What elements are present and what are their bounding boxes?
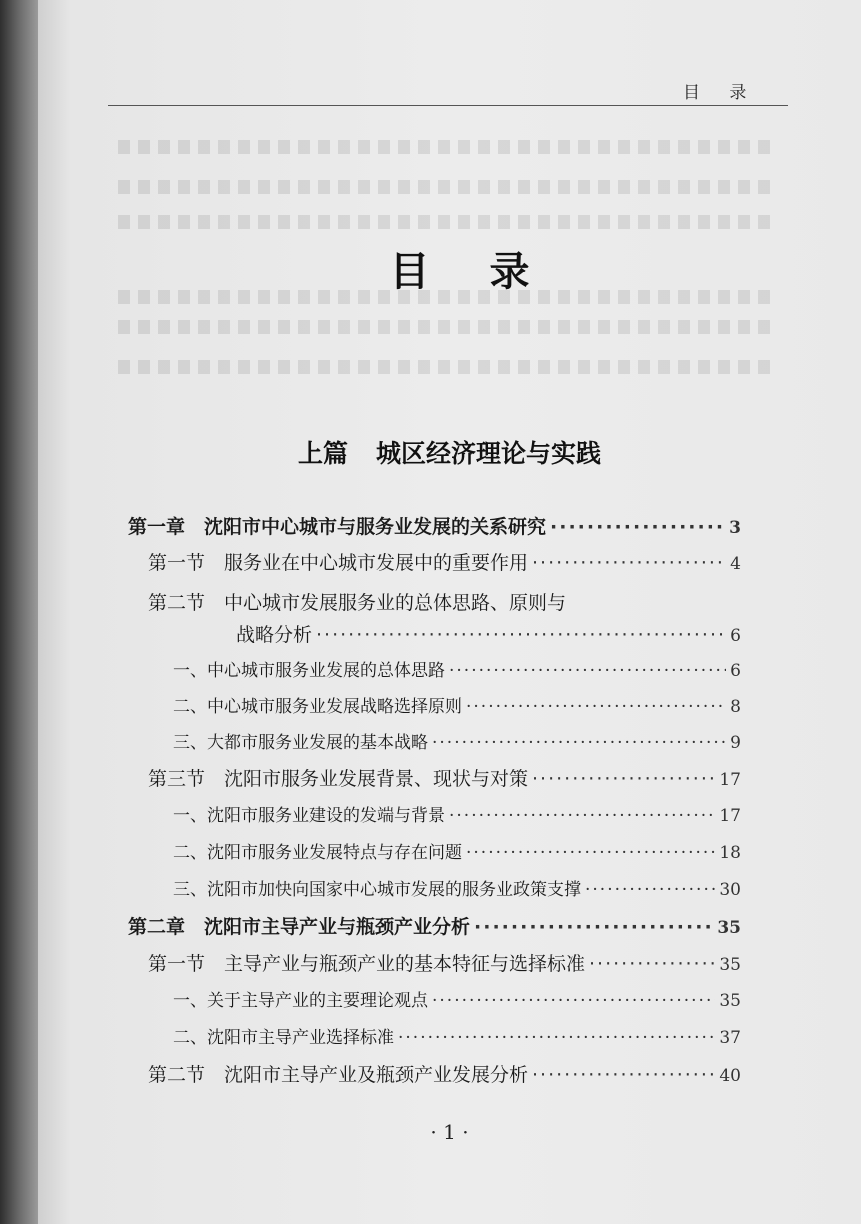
toc-entry-label: 第一节 主导产业与瓶颈产业的基本特征与选择标准 xyxy=(148,953,586,975)
toc-entry-label: 第二节 中心城市发展服务业的总体思路、原则与 xyxy=(148,592,567,614)
toc-entry[interactable] xyxy=(173,1023,741,1048)
toc-leader-dots xyxy=(449,806,715,826)
toc-leader-dots xyxy=(532,1064,715,1086)
toc-page-number: 40 xyxy=(719,1066,741,1086)
toc-page-number: 35 xyxy=(719,955,741,975)
toc-page-number: 3 xyxy=(729,518,741,538)
book-page xyxy=(38,0,861,1224)
toc-page-number: 6 xyxy=(730,626,741,646)
toc-entry[interactable] xyxy=(173,838,741,863)
toc-entry[interactable] xyxy=(173,656,741,681)
toc-entry[interactable] xyxy=(128,912,741,939)
toc-entry-label: 战略分析 xyxy=(236,624,313,646)
toc-entry-label: 三、大都市服务业发展的基本战略 xyxy=(173,733,428,753)
toc-entry-label: 一、关于主导产业的主要理论观点 xyxy=(173,991,428,1011)
toc-leader-dots xyxy=(466,843,715,863)
toc-page-number: 35 xyxy=(719,991,741,1011)
toc-entry[interactable] xyxy=(236,620,741,647)
toc-entry[interactable] xyxy=(148,764,741,791)
toc-leader-dots xyxy=(585,880,715,900)
toc-page-number: 18 xyxy=(719,843,741,863)
toc-entry-label: 一、沈阳市服务业建设的发端与背景 xyxy=(173,806,445,826)
toc-page-number: 17 xyxy=(719,806,741,826)
toc-leader-dots xyxy=(316,624,726,646)
toc-entry[interactable] xyxy=(173,801,741,826)
toc-leader-dots xyxy=(466,697,726,717)
toc-leader-dots xyxy=(550,516,725,538)
toc-entry-label: 第三节 沈阳市服务业发展背景、现状与对策 xyxy=(148,768,529,790)
toc-entry-label: 第二节 沈阳市主导产业及瓶颈产业发展分析 xyxy=(148,1064,529,1086)
toc-entry-label: 三、沈阳市加快向国家中心城市发展的服务业政策支撑 xyxy=(173,880,581,900)
toc-entry[interactable] xyxy=(148,548,741,575)
toc-entry-label: 二、沈阳市主导产业选择标准 xyxy=(173,1028,394,1048)
toc-entry[interactable] xyxy=(173,692,741,717)
part-label: 上篇 xyxy=(297,439,348,468)
toc-page-number: 8 xyxy=(730,697,741,717)
toc-leader-dots xyxy=(532,552,726,574)
toc-leader-dots xyxy=(398,1028,715,1048)
toc-entry[interactable] xyxy=(173,986,741,1011)
page-number: · 1 · xyxy=(430,1120,469,1144)
toc-entry[interactable] xyxy=(148,949,741,976)
toc-entry[interactable] xyxy=(128,512,741,539)
toc-entry[interactable] xyxy=(148,588,566,615)
toc-page-number: 35 xyxy=(717,918,741,938)
toc-page-number: 37 xyxy=(719,1028,741,1048)
toc-page-number: 30 xyxy=(719,880,741,900)
toc-page-number: 9 xyxy=(730,733,741,753)
toc-entry[interactable] xyxy=(148,1060,741,1087)
toc-leader-dots xyxy=(432,733,726,753)
toc-entry-label: 二、沈阳市服务业发展特点与存在问题 xyxy=(173,843,462,863)
toc-page-number: 17 xyxy=(719,770,741,790)
toc-entry-label: 一、中心城市服务业发展的总体思路 xyxy=(173,661,445,681)
toc-entry-label: 第一节 服务业在中心城市发展中的重要作用 xyxy=(148,552,529,574)
toc-entry[interactable] xyxy=(173,728,741,753)
toc-leader-dots xyxy=(449,661,726,681)
running-head: 目 录 xyxy=(683,83,759,103)
toc-leader-dots xyxy=(432,991,715,1011)
toc-leader-dots xyxy=(589,953,715,975)
page-title: 目录 xyxy=(389,249,590,295)
toc-entry-label: 第二章 沈阳市主导产业与瓶颈产业分析 xyxy=(128,916,471,938)
toc-leader-dots xyxy=(532,768,715,790)
toc-leader-dots xyxy=(474,916,713,938)
toc-entry[interactable] xyxy=(173,875,741,900)
toc-page-number: 6 xyxy=(730,661,741,681)
book-spine-shadow xyxy=(0,0,38,1224)
toc-entry-label: 第一章 沈阳市中心城市与服务业发展的关系研究 xyxy=(128,516,547,538)
table-of-contents xyxy=(38,0,861,1224)
part-name: 城区经济理论与实践 xyxy=(376,439,602,468)
toc-page-number: 4 xyxy=(730,554,741,574)
toc-entry-label: 二、中心城市服务业发展战略选择原则 xyxy=(173,697,462,717)
